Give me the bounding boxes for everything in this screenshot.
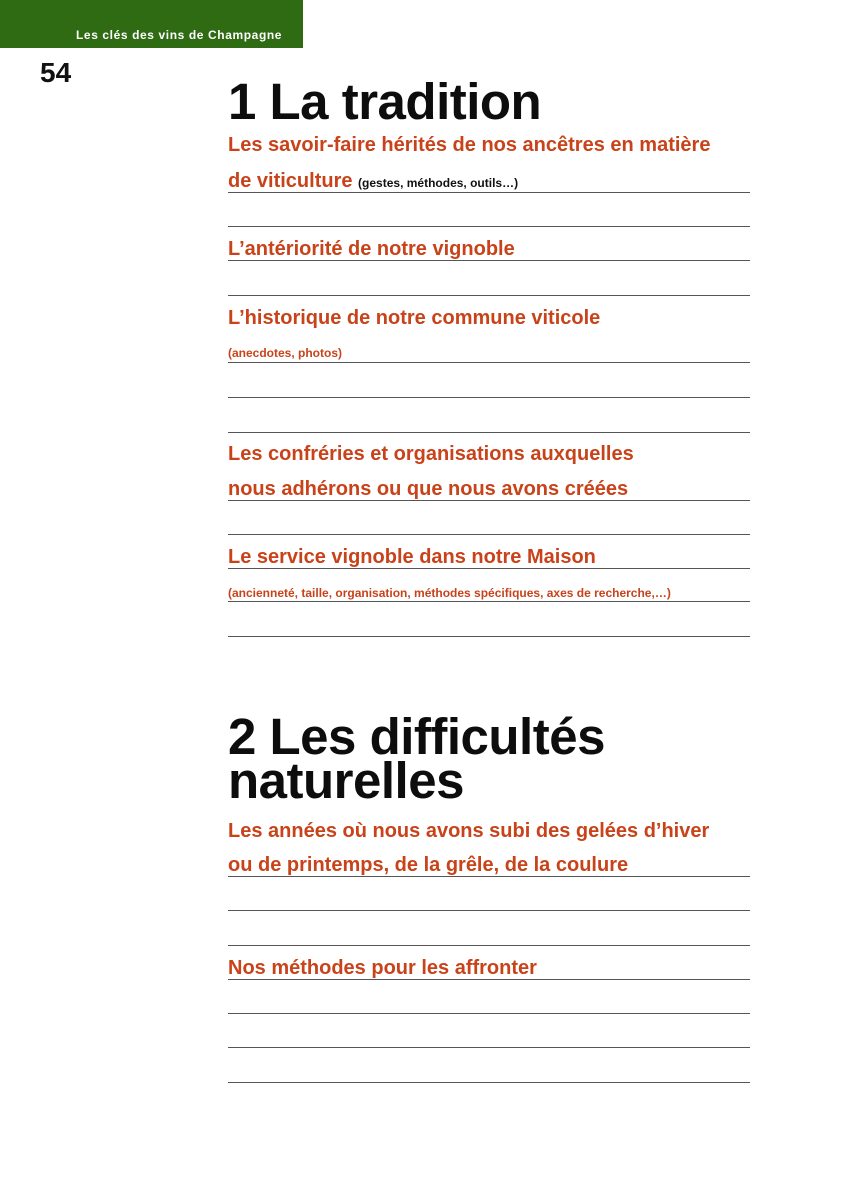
writing-line[interactable] <box>228 432 750 433</box>
header-title: Les clés des vins de Champagne <box>76 28 283 42</box>
writing-line[interactable] <box>228 500 750 501</box>
writing-line[interactable] <box>228 362 750 363</box>
writing-line[interactable] <box>228 397 750 398</box>
item-annees-line1: Les années où nous avons subi des gelées d’hiver <box>228 820 710 842</box>
item-savoir-faire-line1: Les savoir-faire hérités de nos ancêtres en matière <box>228 134 711 156</box>
item-historique-note: (anecdotes, photos) <box>228 346 343 360</box>
writing-line[interactable] <box>228 876 750 877</box>
item-savoir-faire-note: (gestes, méthodes, outils…) <box>358 176 519 190</box>
item-confreries-line1: Les confréries et organisations auxquelles <box>228 443 634 465</box>
writing-line[interactable] <box>228 1082 750 1083</box>
item-methodes: Nos méthodes pour les affronter <box>228 957 537 979</box>
writing-line[interactable] <box>228 568 750 569</box>
writing-line[interactable] <box>228 226 750 227</box>
item-service-vignoble: Le service vignoble dans notre Maison <box>228 546 596 568</box>
writing-line[interactable] <box>228 636 750 637</box>
page-number: 54 <box>40 57 72 88</box>
item-service-vignoble-note: (ancienneté, taille, organisation, méthodes spécifiques, axes de recherche,…) <box>228 586 671 600</box>
writing-line[interactable] <box>228 979 750 980</box>
writing-line[interactable] <box>228 1047 750 1048</box>
writing-line[interactable] <box>228 192 750 193</box>
writing-line[interactable] <box>228 1013 750 1014</box>
writing-line[interactable] <box>228 601 750 602</box>
section-title-difficultes-line2: naturelles <box>228 752 464 809</box>
writing-line[interactable] <box>228 910 750 911</box>
writing-line[interactable] <box>228 260 750 261</box>
writing-line[interactable] <box>228 534 750 535</box>
item-historique: L’historique de notre commune viticole <box>228 307 601 329</box>
section-title-tradition: 1 La tradition <box>228 73 542 130</box>
section-title-difficultes <box>228 708 605 809</box>
writing-line[interactable] <box>228 945 750 946</box>
item-savoir-faire-line2-text: de viticulture <box>228 170 353 192</box>
item-confreries-line2: nous adhérons ou que nous avons créées <box>228 478 629 500</box>
item-anteriorite: L’antériorité de notre vignoble <box>228 238 515 260</box>
section-title-difficultes-line1: 2 Les difficultés <box>228 708 605 765</box>
item-annees-line2: ou de printemps, de la grêle, de la coulure <box>228 854 629 876</box>
writing-line[interactable] <box>228 295 750 296</box>
header-bar <box>0 0 303 48</box>
